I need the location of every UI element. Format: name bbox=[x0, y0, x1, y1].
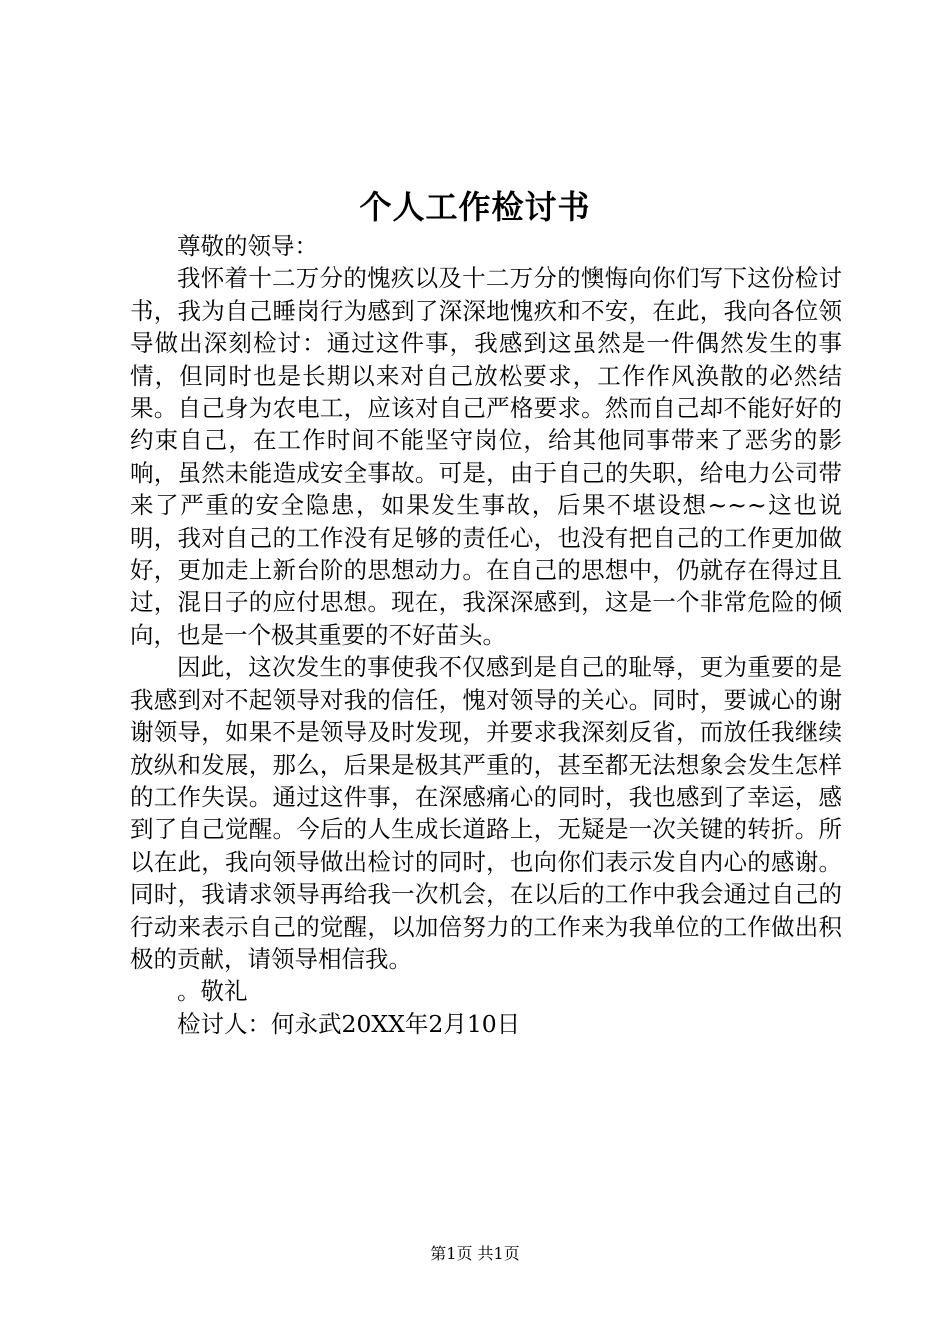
page-footer: 第1页 共1页 bbox=[430, 1244, 520, 1263]
paragraph-2: 因此，这次发生的事使我不仅感到是自己的耻辱，更为重要的是我感到对不起领导对我的信任，愧对领导的关心。同时，要诚心的谢谢领导，如果不是领导及时发现，并要求我深刻反省，而放任我继续放纵和发展，那么，后果是极其严重的，甚至都无法想象会发生怎样的工作失误。通过这件事，在深感痛心的同时，我也感到了幸运，感到了自己觉醒。今后的人生成长道路上，无疑是一次关键的转折。所以在此，我向领导做出检讨的同时，也向你们表示发自内心的感谢。同时，我请求领导再给我一次机会，在以后的工作中我会通过自己的行动来表示自己的觉醒，以加倍努力的工作来为我单位的工作做出积极的贡献，请领导相信我。 bbox=[130, 653, 842, 973]
closing: 。敬礼 bbox=[177, 977, 248, 1006]
document-title: 个人工作检讨书 bbox=[359, 188, 591, 226]
paragraph-1: 我怀着十二万分的愧疚以及十二万分的懊悔向你们写下这份检讨书，我为自己睡岗行为感到了深深地愧疚和不安，在此，我向各位领导做出深刻检讨：通过这件事，我感到这虽然是一件偶然发生的事情，但同时也是长期以来对自己放松要求，工作作风涣散的必然结果。自己身为农电工，应该对自己严格要求。然而自己却不能好好的约束自己，在工作时间不能坚守岗位，给其他同事带来了恶劣的影响，虽然未能造成安全事故。可是，由于自己的失职，给电力公司带来了严重的安全隐患，如果发生事故，后果不堪设想~~~这也说明，我对自己的工作没有足够的责任心，也没有把自己的工作更加做好，更加走上新台阶的思想动力。在自己的思想中，仍就存在得过且过，混日子的应付思想。现在，我深深感到，这是一个非常危险的倾向，也是一个极其重要的不好苗头。 bbox=[130, 264, 842, 649]
document-body bbox=[130, 230, 842, 1040]
salutation: 尊敬的领导： bbox=[177, 232, 318, 260]
signature: 检讨人：何永武20XX年2月10日 bbox=[177, 1009, 521, 1038]
